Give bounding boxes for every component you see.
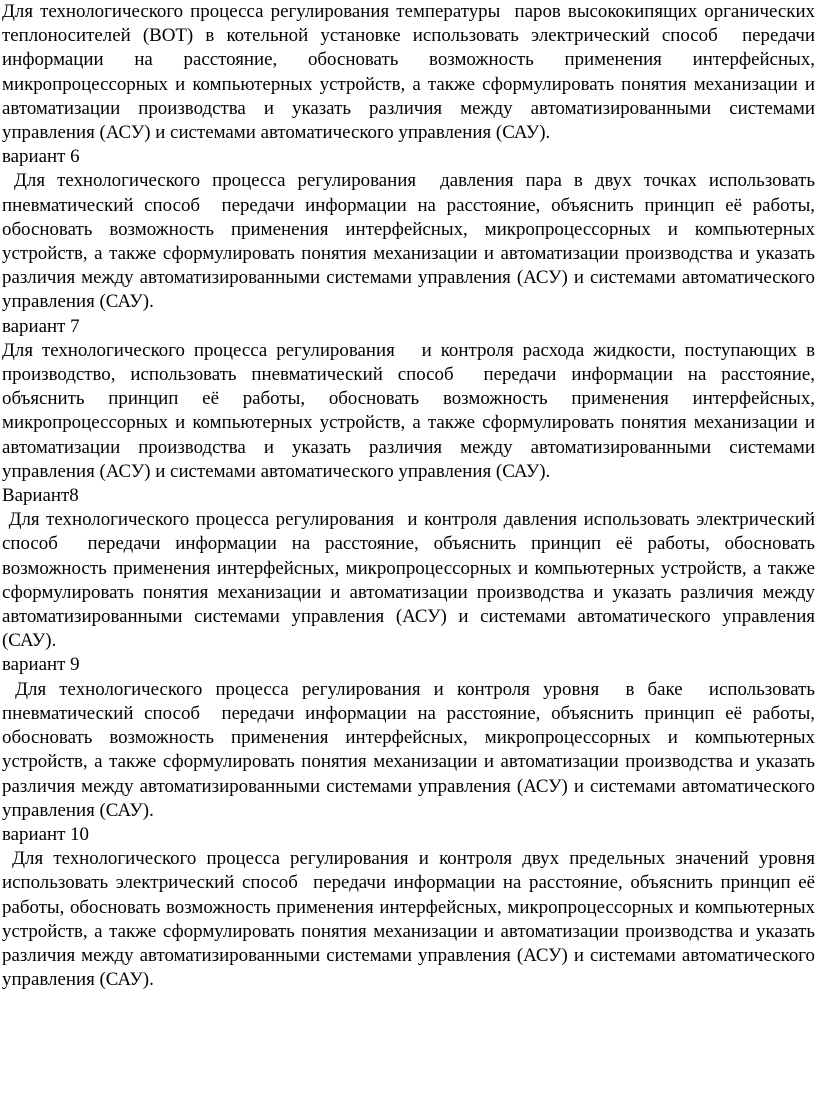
task-paragraph-variant-6: Для технологического процесса регулирования давления пара в двух точках использовать пневматический способ передачи информации на расстояние, объяснить принцип её работы, обосновать возможность применения интерфейсных, микропроцессорных и компьютерных устройств, а также сформулировать понятия механизации и автоматизации производства и указать различия между автоматизированными системами управления (АСУ) и системами автоматического управления (САУ).: [2, 170, 815, 313]
variant-heading-10: вариант 10: [2, 823, 89, 845]
task-paragraph-variant-7: Для технологического процесса регулирования и контроля расхода жидкости, поступающих в производство, использовать пневматический способ передачи информации на расстояние, объяснить принцип её работы, обосновать возможность применения интерфейсных, микропроцессорных и компьютерных устройств, а также сформулировать понятия механизации и автоматизации производства и указать различия между автоматизированными системами управления (АСУ) и системами автоматического управления (САУ).: [2, 339, 815, 482]
task-paragraph-variant-10: Для технологического процесса регулирования и контроля двух предельных значений уровня использовать электрический способ передачи информации на расстояние, объяснить принцип её работы, обосновать возможность применения интерфейсных, микропроцессорных и компьютерных устройств, а также сформулировать понятия механизации и автоматизации производства и указать различия между автоматизированными системами управления (АСУ) и системами автоматического управления (САУ).: [2, 848, 815, 991]
variant-heading-8: Вариант8: [2, 485, 79, 507]
variant-heading-6: вариант 6: [2, 146, 80, 168]
task-paragraph-variant-9: Для технологического процесса регулирования и контроля уровня в баке использовать пневматический способ передачи информации на расстояние, объяснить принцип её работы, обосновать возможность применения интерфейсных, микропроцессорных и компьютерных устройств, а также сформулировать понятия механизации и автоматизации производства и указать различия между автоматизированными системами управления (АСУ) и системами автоматического управления (САУ).: [2, 678, 815, 821]
task-paragraph-variant-5: Для технологического процесса регулирования температуры паров высококипящих органических теплоносителей (ВОТ) в котельной установке использовать электрический способ передачи информации на расстояние, обосновать возможность применения интерфейсных, микропроцессорных и компьютерных устройств, а также сформулировать понятия механизации и автоматизации производства и указать различия между автоматизированными системами управления (АСУ) и системами автоматического управления (САУ).: [2, 1, 815, 144]
variant-heading-9: вариант 9: [2, 654, 80, 676]
variant-heading-7: вариант 7: [2, 315, 80, 337]
task-paragraph-variant-8: Для технологического процесса регулирования и контроля давления использовать электрический способ передачи информации на расстояние, объяснить принцип её работы, обосновать возможность применения интерфейсных, микропроцессорных и компьютерных устройств, а также сформулировать понятия механизации и автоматизации производства и указать различия между автоматизированными системами управления (АСУ) и системами автоматического управления (САУ).: [2, 509, 815, 652]
